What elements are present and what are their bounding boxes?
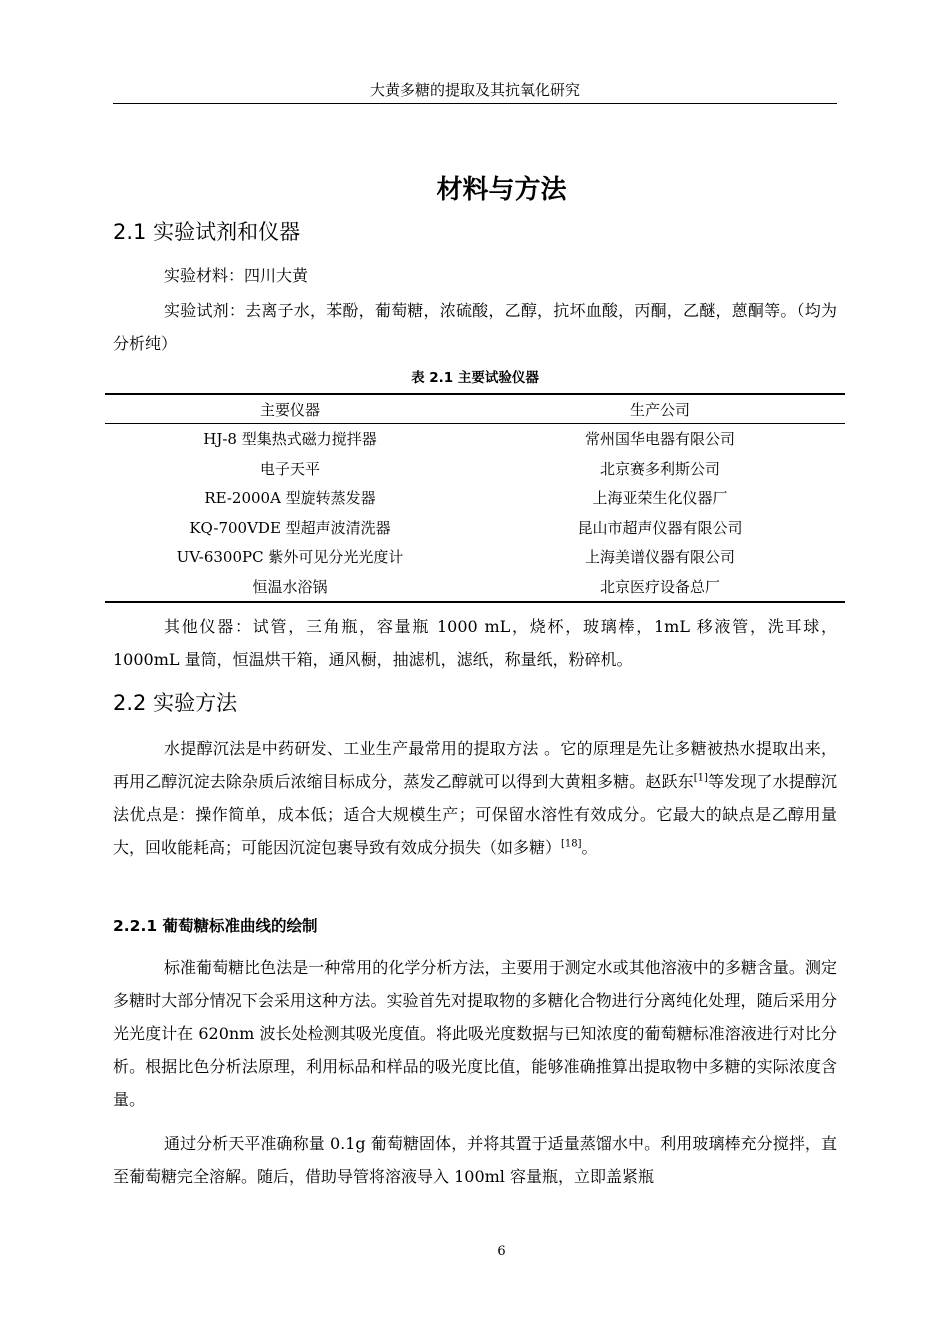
materials-value: 四川大黄 — [244, 266, 309, 285]
materials-paragraph — [113, 259, 837, 292]
table-row — [105, 572, 845, 603]
table-cell-instrument: UV-6300PC 紫外可见分光光度计 — [176, 548, 404, 567]
method-text-1: 水提醇沉法是中药研发、工业生产最常用的提取方法 。它的原理是先让多糖被热水提取出来，再用乙醇沉淀去除杂质后浓缩目标成分，蒸发乙醇就可以得到大黄粗多糖。赵跃东 — [113, 739, 837, 791]
table-cell-company: 常州国华电器有限公司 — [584, 430, 735, 449]
table-cell-instrument: 电子天平 — [259, 459, 320, 478]
table-row — [105, 424, 845, 454]
page-number: 6 — [497, 1244, 506, 1259]
table-row — [105, 483, 845, 513]
citation-ref: [18] — [561, 838, 582, 850]
table-row — [105, 454, 845, 484]
other-instruments-label: 其他仪器： — [164, 617, 253, 636]
table-row — [105, 542, 845, 572]
table-cell-company: 昆山市超声仪器有限公司 — [577, 518, 743, 537]
materials-label: 实验材料： — [164, 266, 245, 285]
running-header: 大黄多糖的提取及其抗氧化研究 — [369, 81, 580, 99]
table-cell-instrument: HJ-8 型集热式磁力搅拌器 — [203, 430, 377, 449]
table-cell-instrument: 恒温水浴锅 — [105, 572, 475, 603]
glucose-method-paragraph: 标准葡萄糖比色法是一种常用的化学分析方法，主要用于测定水或其他溶液中的多糖含量。测定多糖时大部分情况下会采用这种方法。实验首先对提取物的多糖化合物进行分离纯化处理，随后采用分光光度计在 620nm 波长处检测其吸光度值。将此吸光度数据与已知浓度的葡萄糖标准溶液进行对比分析。根据比色分析法原理，利用标品和样品的吸光度比值，能够准确推算出提取物中多糖的实际浓度含量。 — [113, 958, 837, 1109]
table-cell-company: 北京赛多利斯公司 — [599, 459, 720, 478]
method-text-2: 等发现了水提醇沉法优点是：操作简单，成本低；适合大规模生产；可保留水溶性有效成分。它最大的缺点是乙醇用量大，回收能耗高；可能因沉淀包裹导致有效成分损失（如多糖） — [113, 772, 837, 857]
table-cell-company: 上海亚荣生化仪器厂 — [592, 489, 728, 508]
subsection-heading-2-2-1: 2.2.1 葡萄糖标准曲线的绘制 — [113, 917, 318, 935]
header-rule — [113, 103, 837, 104]
table-row — [105, 513, 845, 543]
table-caption: 表 2.1 主要试验仪器 — [411, 370, 539, 386]
reagents-label: 实验试剂： — [164, 301, 246, 320]
table-header-row — [105, 394, 845, 424]
table-header-company: 生产公司 — [475, 394, 845, 424]
table-cell-instrument: KQ-700VDE 型超声波清洗器 — [189, 518, 391, 537]
other-instruments-value: 试管，三角瓶，容量瓶 1000 mL，烧杯，玻璃棒，1mL 移液管，洗耳球，1000mL 量筒，恒温烘干箱，通风橱，抽滤机，滤纸，称量纸，粉碎机。 — [113, 617, 837, 669]
table-cell-company: 北京医疗设备总厂 — [475, 572, 845, 603]
table-header-instrument: 主要仪器 — [105, 394, 475, 424]
citation-ref: [1] — [693, 772, 708, 784]
method-text-3: 。 — [581, 838, 598, 857]
table-cell-company: 上海美谱仪器有限公司 — [584, 548, 735, 567]
other-instruments-paragraph — [113, 610, 837, 676]
section-heading-2-1: 2.1 实验试剂和仪器 — [113, 220, 301, 244]
reagents-value: 去离子水，苯酚，葡萄糖，浓硫酸，乙醇，抗坏血酸，丙酮，乙醚，蒽酮等。（均为分析纯） — [113, 301, 837, 353]
chapter-title: 材料与方法 — [436, 175, 567, 205]
table-cell-instrument: RE-2000A 型旋转蒸发器 — [204, 489, 376, 508]
section-heading-2-2: 2.2 实验方法 — [113, 691, 238, 715]
glucose-preparation-paragraph: 通过分析天平准确称量 0.1g 葡萄糖固体，并将其置于适量蒸馏水中。利用玻璃棒充分搅拌，直至葡萄糖完全溶解。随后，借助导管将溶液导入 100ml 容量瓶，立即盖紧瓶 — [113, 1134, 837, 1186]
reagents-paragraph — [113, 294, 837, 360]
instrument-table — [105, 393, 845, 603]
method-paragraph — [113, 732, 837, 864]
